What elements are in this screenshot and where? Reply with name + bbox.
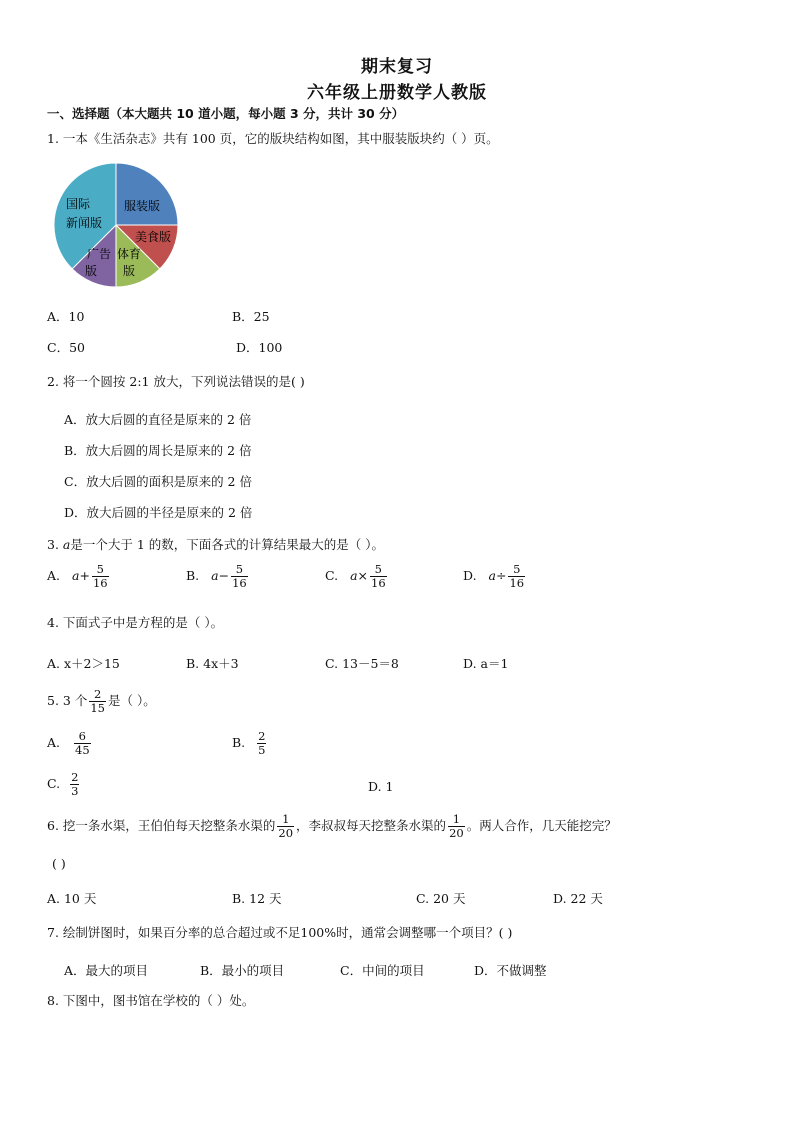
q3-option-b-label: B. (186, 568, 200, 583)
question-3 (47, 535, 384, 553)
fraction-denominator: 16 (371, 576, 386, 590)
fraction-numerator: 1 (282, 812, 290, 826)
q6-part1: 6. 挖一条水渠，王伯伯每天挖整条水渠的 (47, 818, 276, 833)
q2-option-d[interactable]: D．放大后圆的半径是原来的 2 倍 (64, 505, 253, 520)
q7-option-b[interactable]: B．最小的项目 (200, 963, 285, 978)
pie-label-tiyu-2: 版 (122, 264, 136, 278)
fraction-numerator: 2 (71, 770, 79, 784)
q1-option-c[interactable]: C．50 (47, 340, 85, 355)
q3-option-d-op: ÷ (496, 568, 507, 583)
q5-option-b-label: B. (232, 735, 246, 750)
question-6 (47, 813, 617, 840)
q5-option-b[interactable] (232, 730, 268, 757)
pie-label-tiyu-1: 体育 (116, 247, 142, 261)
q7-option-d[interactable]: D．不做调整 (474, 963, 547, 978)
pie-label-meishi: 美食版 (134, 230, 172, 244)
q4-option-a[interactable]: A. x＋2＞15 (47, 656, 120, 671)
fraction-denominator: 16 (92, 576, 108, 590)
q5-option-a-label: A. (47, 735, 61, 750)
q3-option-d[interactable] (463, 563, 527, 590)
q3-option-a[interactable] (47, 563, 111, 590)
pie-label-guoji-1: 国际 (65, 197, 91, 211)
question-2: 2. 将一个圆按 2:1 放大，下列说法错误的是( ) (47, 374, 305, 389)
pie-label-guoji-2: 新闻版 (65, 216, 103, 230)
pie-label-fuzhuang: 服装版 (123, 199, 161, 213)
question-4: 4. 下面式子中是方程的是（ ）。 (47, 615, 224, 630)
q3-option-c-fraction (370, 563, 387, 590)
fraction-denominator: 16 (232, 576, 247, 590)
q6-option-c[interactable]: C. 20 天 (416, 891, 466, 906)
fraction-denominator: 45 (75, 743, 90, 757)
q1-option-b[interactable]: B．25 (232, 309, 270, 324)
q5-option-a[interactable] (47, 730, 93, 757)
q1-option-a[interactable]: A．10 (47, 309, 85, 324)
q3-option-a-label: A. (47, 568, 61, 583)
fraction-denominator: 3 (71, 784, 79, 798)
q6-option-d[interactable]: D. 22 天 (553, 891, 603, 906)
fraction-denominator: 16 (509, 576, 525, 590)
q3-option-b-op: − (218, 568, 230, 583)
fraction-denominator: 5 (258, 743, 266, 757)
q3-option-c-op: × (357, 568, 369, 583)
q3-option-c[interactable] (325, 563, 389, 590)
q7-option-c[interactable]: C．中间的项目 (340, 963, 425, 978)
q3-text: 是一个大于 1 的数，下面各式的计算结果最大的是（ ）。 (70, 537, 384, 552)
section-heading: 一、选择题（本大题共 10 道小题，每小题 3 分，共计 30 分） (47, 106, 405, 121)
q3-option-b-var: a (211, 568, 219, 583)
pie-chart (46, 160, 186, 300)
q5-option-c-fraction (70, 771, 79, 798)
pie-label-guanggao-1: 广告 (86, 247, 112, 261)
q3-option-d-label: D. (463, 568, 477, 583)
q1-option-d[interactable]: D．100 (236, 340, 283, 355)
q3-option-a-fraction (92, 563, 109, 590)
q6-answer-blank: ( ) (52, 856, 66, 871)
q3-option-c-var: a (350, 568, 358, 583)
q3-number: 3. (47, 537, 59, 552)
fraction-numerator: 5 (513, 562, 521, 576)
q6-fraction-1 (277, 813, 294, 840)
fraction-numerator: 5 (374, 562, 382, 576)
pie-label-guanggao-2: 版 (84, 264, 98, 278)
q2-option-a[interactable]: A．放大后圆的直径是原来的 2 倍 (64, 412, 252, 427)
pie-slice-0 (116, 163, 178, 225)
question-1: 1. 一本《生活杂志》共有 100 页，它的版块结构如图，其中服装版块约（ ）页。 (47, 131, 499, 146)
q5-option-c[interactable] (47, 771, 81, 798)
q5-option-d[interactable]: D. 1 (368, 779, 394, 794)
q6-option-b[interactable]: B. 12 天 (232, 891, 282, 906)
q3-option-d-var: a (488, 568, 496, 583)
q2-option-c[interactable]: C．放大后圆的面积是原来的 2 倍 (64, 474, 252, 489)
q5-option-b-fraction (257, 730, 266, 757)
fraction-numerator: 2 (258, 729, 266, 743)
q5-prefix: 5. 3 个 (47, 693, 88, 708)
q6-part2: ，李叔叔每天挖整条水渠的 (296, 818, 447, 833)
q3-option-c-label: C. (325, 568, 339, 583)
fraction-numerator: 5 (96, 562, 104, 576)
q3-option-a-op: + (79, 568, 90, 583)
fraction-numerator: 6 (78, 729, 86, 743)
q3-option-b-fraction (231, 563, 248, 590)
q5-option-c-label: C. (47, 776, 61, 791)
page-subtitle: 六年级上册数学人教版 (307, 83, 487, 103)
fraction-numerator: 1 (452, 812, 461, 826)
q6-part3: 。两人合作，几天能挖完？ (466, 818, 617, 833)
fraction-numerator: 2 (93, 687, 102, 701)
q3-option-b[interactable] (186, 563, 250, 590)
question-8: 8. 下图中，图书馆在学校的（ ）处。 (47, 993, 255, 1008)
fraction-denominator: 20 (449, 826, 464, 840)
fraction-denominator: 15 (90, 701, 105, 715)
q4-option-c[interactable]: C. 13－5＝8 (325, 656, 399, 671)
q4-option-b[interactable]: B. 4x＋3 (186, 656, 239, 671)
page-title: 期末复习 (361, 57, 433, 77)
fraction-denominator: 20 (278, 826, 294, 840)
q5-suffix: 是（ ）。 (107, 693, 156, 708)
q5-fraction (89, 688, 106, 715)
question-7: 7. 绘制饼图时，如果百分率的总合超过或不足100%时，通常会调整哪一个项目？( ) (47, 925, 513, 940)
q4-option-d[interactable]: D. a＝1 (463, 656, 509, 671)
q2-option-b[interactable]: B．放大后圆的周长是原来的 2 倍 (64, 443, 252, 458)
q6-option-a[interactable]: A. 10 天 (47, 891, 97, 906)
q7-option-a[interactable]: A．最大的项目 (64, 963, 149, 978)
q5-option-a-fraction (74, 730, 91, 757)
q3-option-a-var: a (72, 568, 80, 583)
question-5 (47, 688, 156, 715)
q3-variable: a (62, 537, 71, 552)
q6-fraction-2 (448, 813, 465, 840)
q3-option-d-fraction (508, 563, 525, 590)
fraction-numerator: 5 (235, 562, 244, 576)
